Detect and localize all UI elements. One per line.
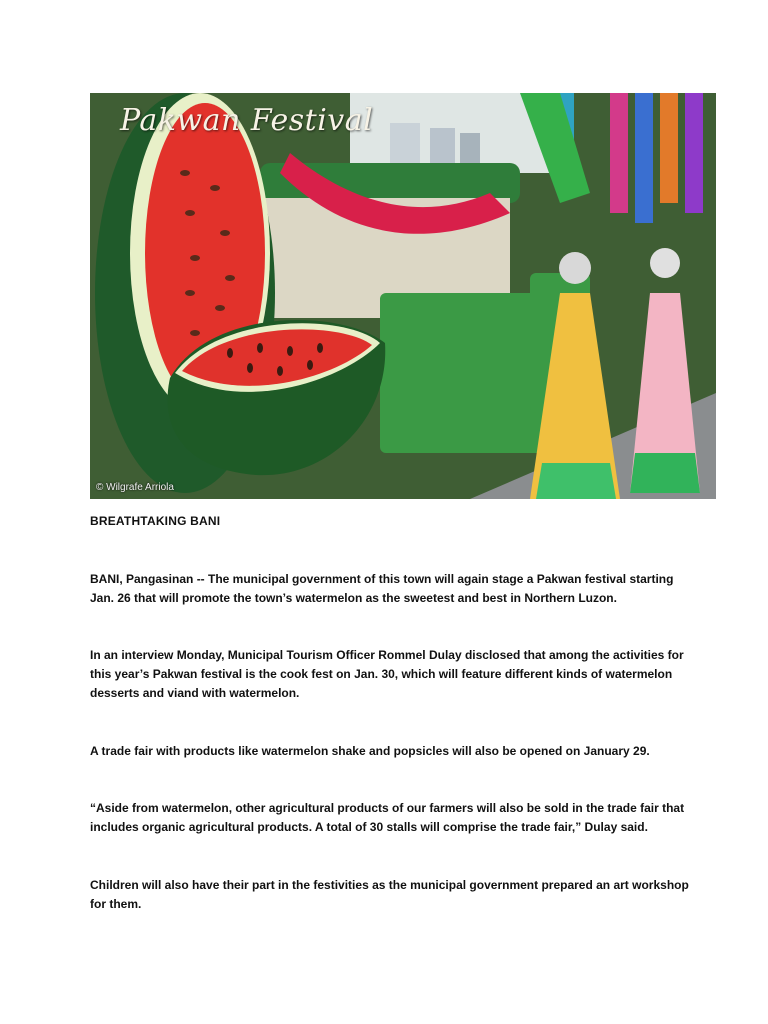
article-paragraph: A trade fair with products like watermelon shake and popsicles will also be opened on January 29. — [90, 744, 650, 758]
festival-illustration — [90, 93, 716, 499]
article-paragraph: In an interview Monday, Municipal Tourism Officer Rommel Dulay disclosed that among the activities for this year’s Pakwan festival is the cook fest on Jan. 30, which will feature different kinds of watermelon desserts and viand with watermelon. — [90, 648, 684, 700]
article-paragraph: “Aside from watermelon, other agricultural products of our farmers will also be sold in the trade fair that includes organic agricultural products. A total of 30 stalls will comprise the trade fair,” Dulay said. — [90, 801, 685, 834]
article-paragraph: Children will also have their part in the festivities as the municipal government prepared an art workshop for them. — [90, 878, 689, 911]
article-heading: BREATHTAKING BANI — [90, 514, 221, 528]
article-paragraph: BANI, Pangasinan -- The municipal government of this town will again stage a Pakwan festival starting Jan. 26 that will promote the town’s watermelon as the sweetest and best in Northern Luzon. — [90, 572, 674, 605]
photo-title: Pakwan Festival — [120, 103, 374, 138]
photo-credit: © Wilgrafe Arriola — [96, 482, 174, 493]
festival-photo — [90, 93, 716, 499]
